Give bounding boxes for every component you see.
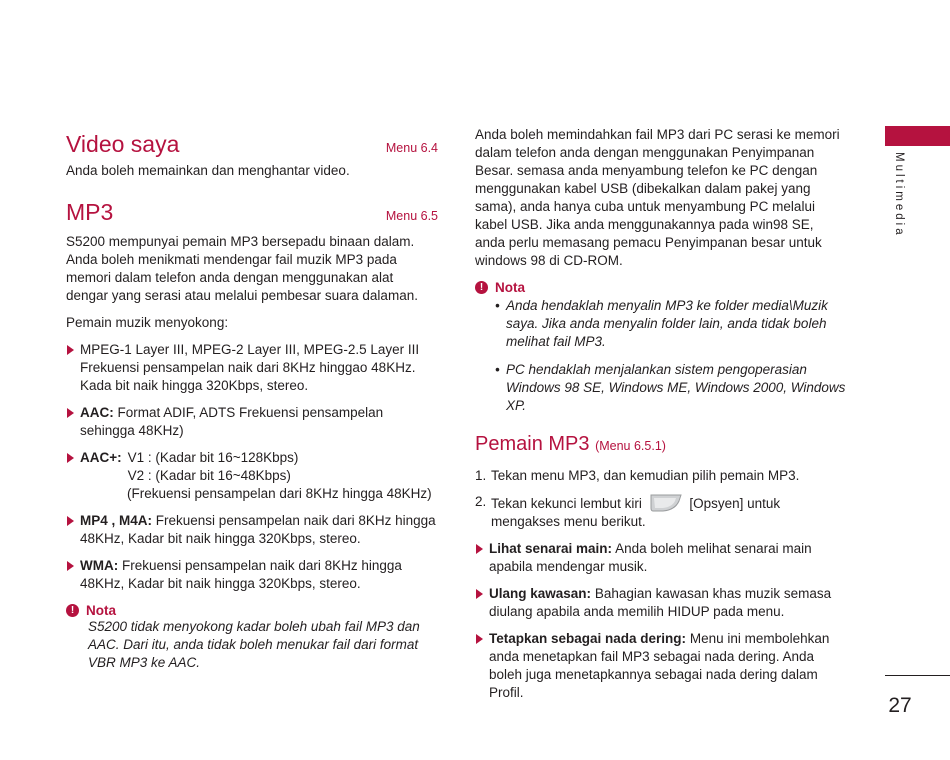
left-softkey-icon: [649, 493, 683, 513]
transfer-note-label: Nota: [495, 280, 525, 295]
option-ringtone-label: Tetapkan sebagai nada dering:: [489, 631, 687, 646]
triangle-bullet-icon: [476, 589, 483, 599]
format-aac-text: Format ADIF, ADTS Frekuensi pensampelan sehingga 48KHz): [80, 405, 384, 438]
option-playlist: [475, 540, 847, 576]
format-mp4: [66, 512, 438, 548]
video-menu-ref: Menu 6.4: [385, 141, 438, 155]
player-title-text: Pemain MP3: [475, 433, 590, 455]
option-repeat-label: Ulang kawasan:: [489, 586, 592, 601]
right-column: [475, 126, 847, 702]
transfer-note-item1: Anda hendaklah menyalin MP3 ke folder media\Muzik saya. Jika anda menyalin folder lain, anda tidak boleh melihat fail MP3.: [506, 298, 828, 349]
format-aacplus-line3: (Frekuensi pensampelan dari 8KHz hingga 48KHz): [127, 486, 432, 501]
format-wma-text: Frekuensi pensampelan naik dari 8KHz hingga 48KHz, Kadar bit naik hingga 320Kbps, stereo.: [80, 558, 402, 591]
exclamation-icon: !: [475, 281, 488, 294]
format-aacplus: [66, 449, 438, 503]
format-mp4-text: Frekuensi pensampelan naik dari 8KHz hingga 48KHz, Kadar bit naik hingga 320Kbps, stereo.: [80, 513, 436, 546]
mp3-menu-ref: Menu 6.5: [385, 209, 438, 223]
format-mpeg-text: MPEG-1 Layer III, MPEG-2 Layer III, MPEG-2.5 Layer III Frekuensi pensampelan naik dari 8KHz hinggao 48KHz. Kada bit naik hingga 320Kbps, stereo.: [80, 342, 420, 393]
format-mpeg: [66, 341, 438, 395]
triangle-bullet-icon: [67, 561, 74, 571]
supports-label: Pemain muzik menyokong:: [66, 315, 229, 330]
transfer-note-item2: PC hendaklah menjalankan sistem pengoperasian Windows 98 SE, Windows ME, Windows 2000, Windows XP.: [506, 362, 846, 413]
transfer-note-header: [475, 280, 847, 295]
option-ringtone: [475, 630, 847, 702]
left-column: [66, 126, 438, 672]
step-2-text-a: Tekan kekunci lembut kiri: [491, 496, 642, 511]
format-aacplus-line1: V1 : (Kadar bit 16~128Kbps): [127, 450, 299, 465]
step-1: [475, 467, 847, 485]
format-aacplus-line2: V2 : (Kadar bit 16~48Kbps): [127, 468, 291, 483]
side-section-label: Multimedia: [893, 152, 905, 238]
mp3-note-header: [66, 603, 438, 618]
player-title: [475, 431, 847, 459]
option-playlist-text: Anda boleh melihat senarai main apabila mendengar musik.: [489, 541, 812, 574]
mp3-note-text: S5200 tidak menyokong kadar boleh ubah fail MP3 dan AAC. Dari itu, anda tidak boleh menukar fail dari format VBR MP3 ke AAC.: [88, 619, 420, 670]
step-2-number: 2.: [475, 494, 487, 509]
mp3-note-label: Nota: [86, 603, 116, 618]
bullet-dot-icon: •: [495, 298, 500, 313]
page-number: 27: [888, 694, 912, 717]
transfer-note-item: [475, 361, 847, 415]
format-mp4-label: MP4 , M4A:: [80, 513, 153, 528]
step-1-text: Tekan menu MP3, dan kemudian pilih pemain MP3.: [491, 468, 800, 483]
option-repeat: [475, 585, 847, 621]
option-playlist-label: Lihat senarai main:: [489, 541, 613, 556]
triangle-bullet-icon: [67, 408, 74, 418]
video-title: Video saya: [66, 131, 180, 157]
section-tab-marker: [885, 126, 950, 146]
format-wma-label: WMA:: [80, 558, 119, 573]
format-aacplus-label: AAC+:: [80, 450, 122, 465]
triangle-bullet-icon: [67, 453, 74, 463]
option-repeat-text: Bahagian kawasan khas muzik semasa diulang apabila anda memilih HIDUP pada menu.: [489, 586, 832, 619]
exclamation-icon: !: [66, 604, 79, 617]
player-menu-ref: (Menu 6.5.1): [595, 439, 666, 453]
step-2: [475, 493, 847, 531]
mp3-intro: S5200 mempunyai pemain MP3 bersepadu binaan dalam. Anda boleh menikmati mendengar fail muzik MP3 pada memori dalam telefon anda dengan menggunakan alat dengar yang serasi atau melalui pembesar suara dalaman.: [66, 234, 418, 303]
page-number-divider: [885, 675, 950, 676]
mp3-section-header: [66, 194, 438, 224]
mp3-title: MP3: [66, 199, 114, 225]
format-aac-label: AAC:: [80, 405, 114, 420]
step-2-text-b: [Opsyen] untuk mengakses menu berikut.: [491, 496, 781, 529]
format-wma: [66, 557, 438, 593]
video-section-header: [66, 126, 438, 156]
video-description: Anda boleh memainkan dan menghantar video.: [66, 163, 350, 178]
triangle-bullet-icon: [67, 516, 74, 526]
triangle-bullet-icon: [476, 544, 483, 554]
transfer-note-item: [475, 297, 847, 351]
triangle-bullet-icon: [476, 634, 483, 644]
step-1-number: 1.: [475, 468, 487, 483]
bullet-dot-icon: •: [495, 362, 500, 377]
option-ringtone-text: Menu ini membolehkan anda menetapkan fail MP3 sebagai nada dering. Anda boleh juga menetapkannya sebagai nada dering dalam Profil.: [489, 631, 830, 700]
triangle-bullet-icon: [67, 345, 74, 355]
format-aac: [66, 404, 438, 440]
transfer-text: Anda boleh memindahkan fail MP3 dari PC serasi ke memori dalam telefon anda dengan menggunakan Penyimpanan Besar. semasa anda menyambung telefon ke PC dengan menggunakan kabel USB (dibekalkan dalam pakej yang sama), anda hanya cuba untuk menyambung PC melalui kabel USB. Jika anda menggunakannya pada win98 SE, anda perlu memasang pemacu Penyimpanan besar untuk windows 98 di CD-ROM.: [475, 127, 840, 268]
